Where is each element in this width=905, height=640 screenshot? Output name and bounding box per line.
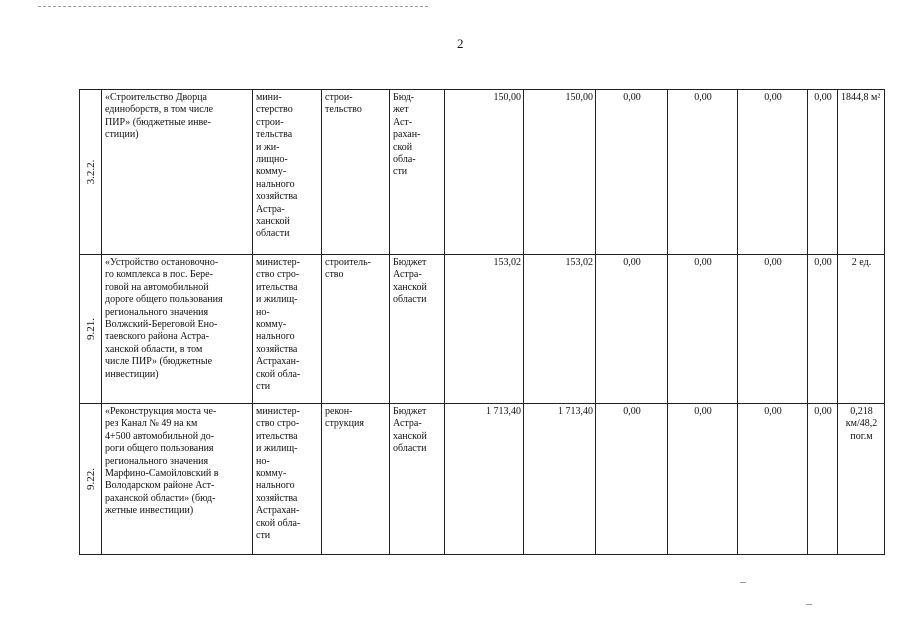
work-type-cell: строи- тельство: [322, 90, 390, 255]
work-type-cell: рекон- струкция: [322, 404, 390, 555]
row-number: 3.2.2.: [84, 159, 97, 185]
customer-cell: мини- стерство строи- тельства и жи- лищно- комму- нального хозяйства Астра- ханской области: [253, 90, 322, 255]
project-name-cell: «Устройство остановочно- го комплекса в пос. Бере- говой на автомобильной дороге общего пользования регионального значения Волжский-Береговой Ено- таевского района Астра- ханской области, в том числе ПИР» (бюджетные инвестиции): [102, 255, 253, 404]
value-cell: 0,00: [596, 90, 668, 255]
row-number: 9.22.: [84, 468, 97, 490]
value-cell: 0,00: [596, 255, 668, 404]
result-cell: 0,218 км/48,2 пог.м: [838, 404, 885, 555]
value-cell: 0,00: [668, 90, 738, 255]
project-name-cell: «Строительство Дворца единоборств, в том числе ПИР» (бюджетные инве- стиции): [102, 90, 253, 255]
table-row: [80, 90, 885, 255]
row-number-cell: [80, 255, 102, 404]
value-cell: 1 713,40: [445, 404, 524, 555]
work-type-cell: строитель- ство: [322, 255, 390, 404]
result-cell: 1844,8 м²: [838, 90, 885, 255]
row-number: 9.21.: [84, 318, 97, 340]
value-cell: 1 713,40: [524, 404, 596, 555]
result-cell: 2 ед.: [838, 255, 885, 404]
value-cell: 0,00: [808, 404, 838, 555]
funding-source-cell: Бюджет Астра- ханской области: [390, 404, 445, 555]
scan-artifact: [740, 582, 746, 583]
top-scan-rule: [38, 6, 428, 7]
value-cell: 150,00: [445, 90, 524, 255]
table-row: [80, 255, 885, 404]
value-cell: 0,00: [808, 90, 838, 255]
row-number-cell: [80, 90, 102, 255]
value-cell: 153,02: [445, 255, 524, 404]
value-cell: 0,00: [738, 90, 808, 255]
value-cell: 0,00: [668, 404, 738, 555]
table-row: [80, 404, 885, 555]
value-cell: 0,00: [738, 255, 808, 404]
funding-source-cell: Бюджет Астра- ханской области: [390, 255, 445, 404]
customer-cell: министер- ство стро- ительства и жилищ- но- комму- нального хозяйства Астрахан- ской обла- сти: [253, 404, 322, 555]
value-cell: 0,00: [808, 255, 838, 404]
scan-artifact: [806, 604, 812, 605]
program-table: [79, 89, 885, 555]
value-cell: 153,02: [524, 255, 596, 404]
value-cell: 150,00: [524, 90, 596, 255]
page-number: 2: [457, 36, 464, 51]
value-cell: 0,00: [668, 255, 738, 404]
customer-cell: министер- ство стро- ительства и жилищ- но- комму- нального хозяйства Астрахан- ской обла- сти: [253, 255, 322, 404]
value-cell: 0,00: [596, 404, 668, 555]
value-cell: 0,00: [738, 404, 808, 555]
project-name-cell: «Реконструкция моста че- рез Канал № 49 на км 4+500 автомобильной до- роги общего пользования регионального значения Марфино-Самойловский в Володарском районе Аст- раханской области» (бюд- жетные инвестиции): [102, 404, 253, 555]
funding-source-cell: Бюд- жет Аст- рахан- ской обла- сти: [390, 90, 445, 255]
row-number-cell: [80, 404, 102, 555]
